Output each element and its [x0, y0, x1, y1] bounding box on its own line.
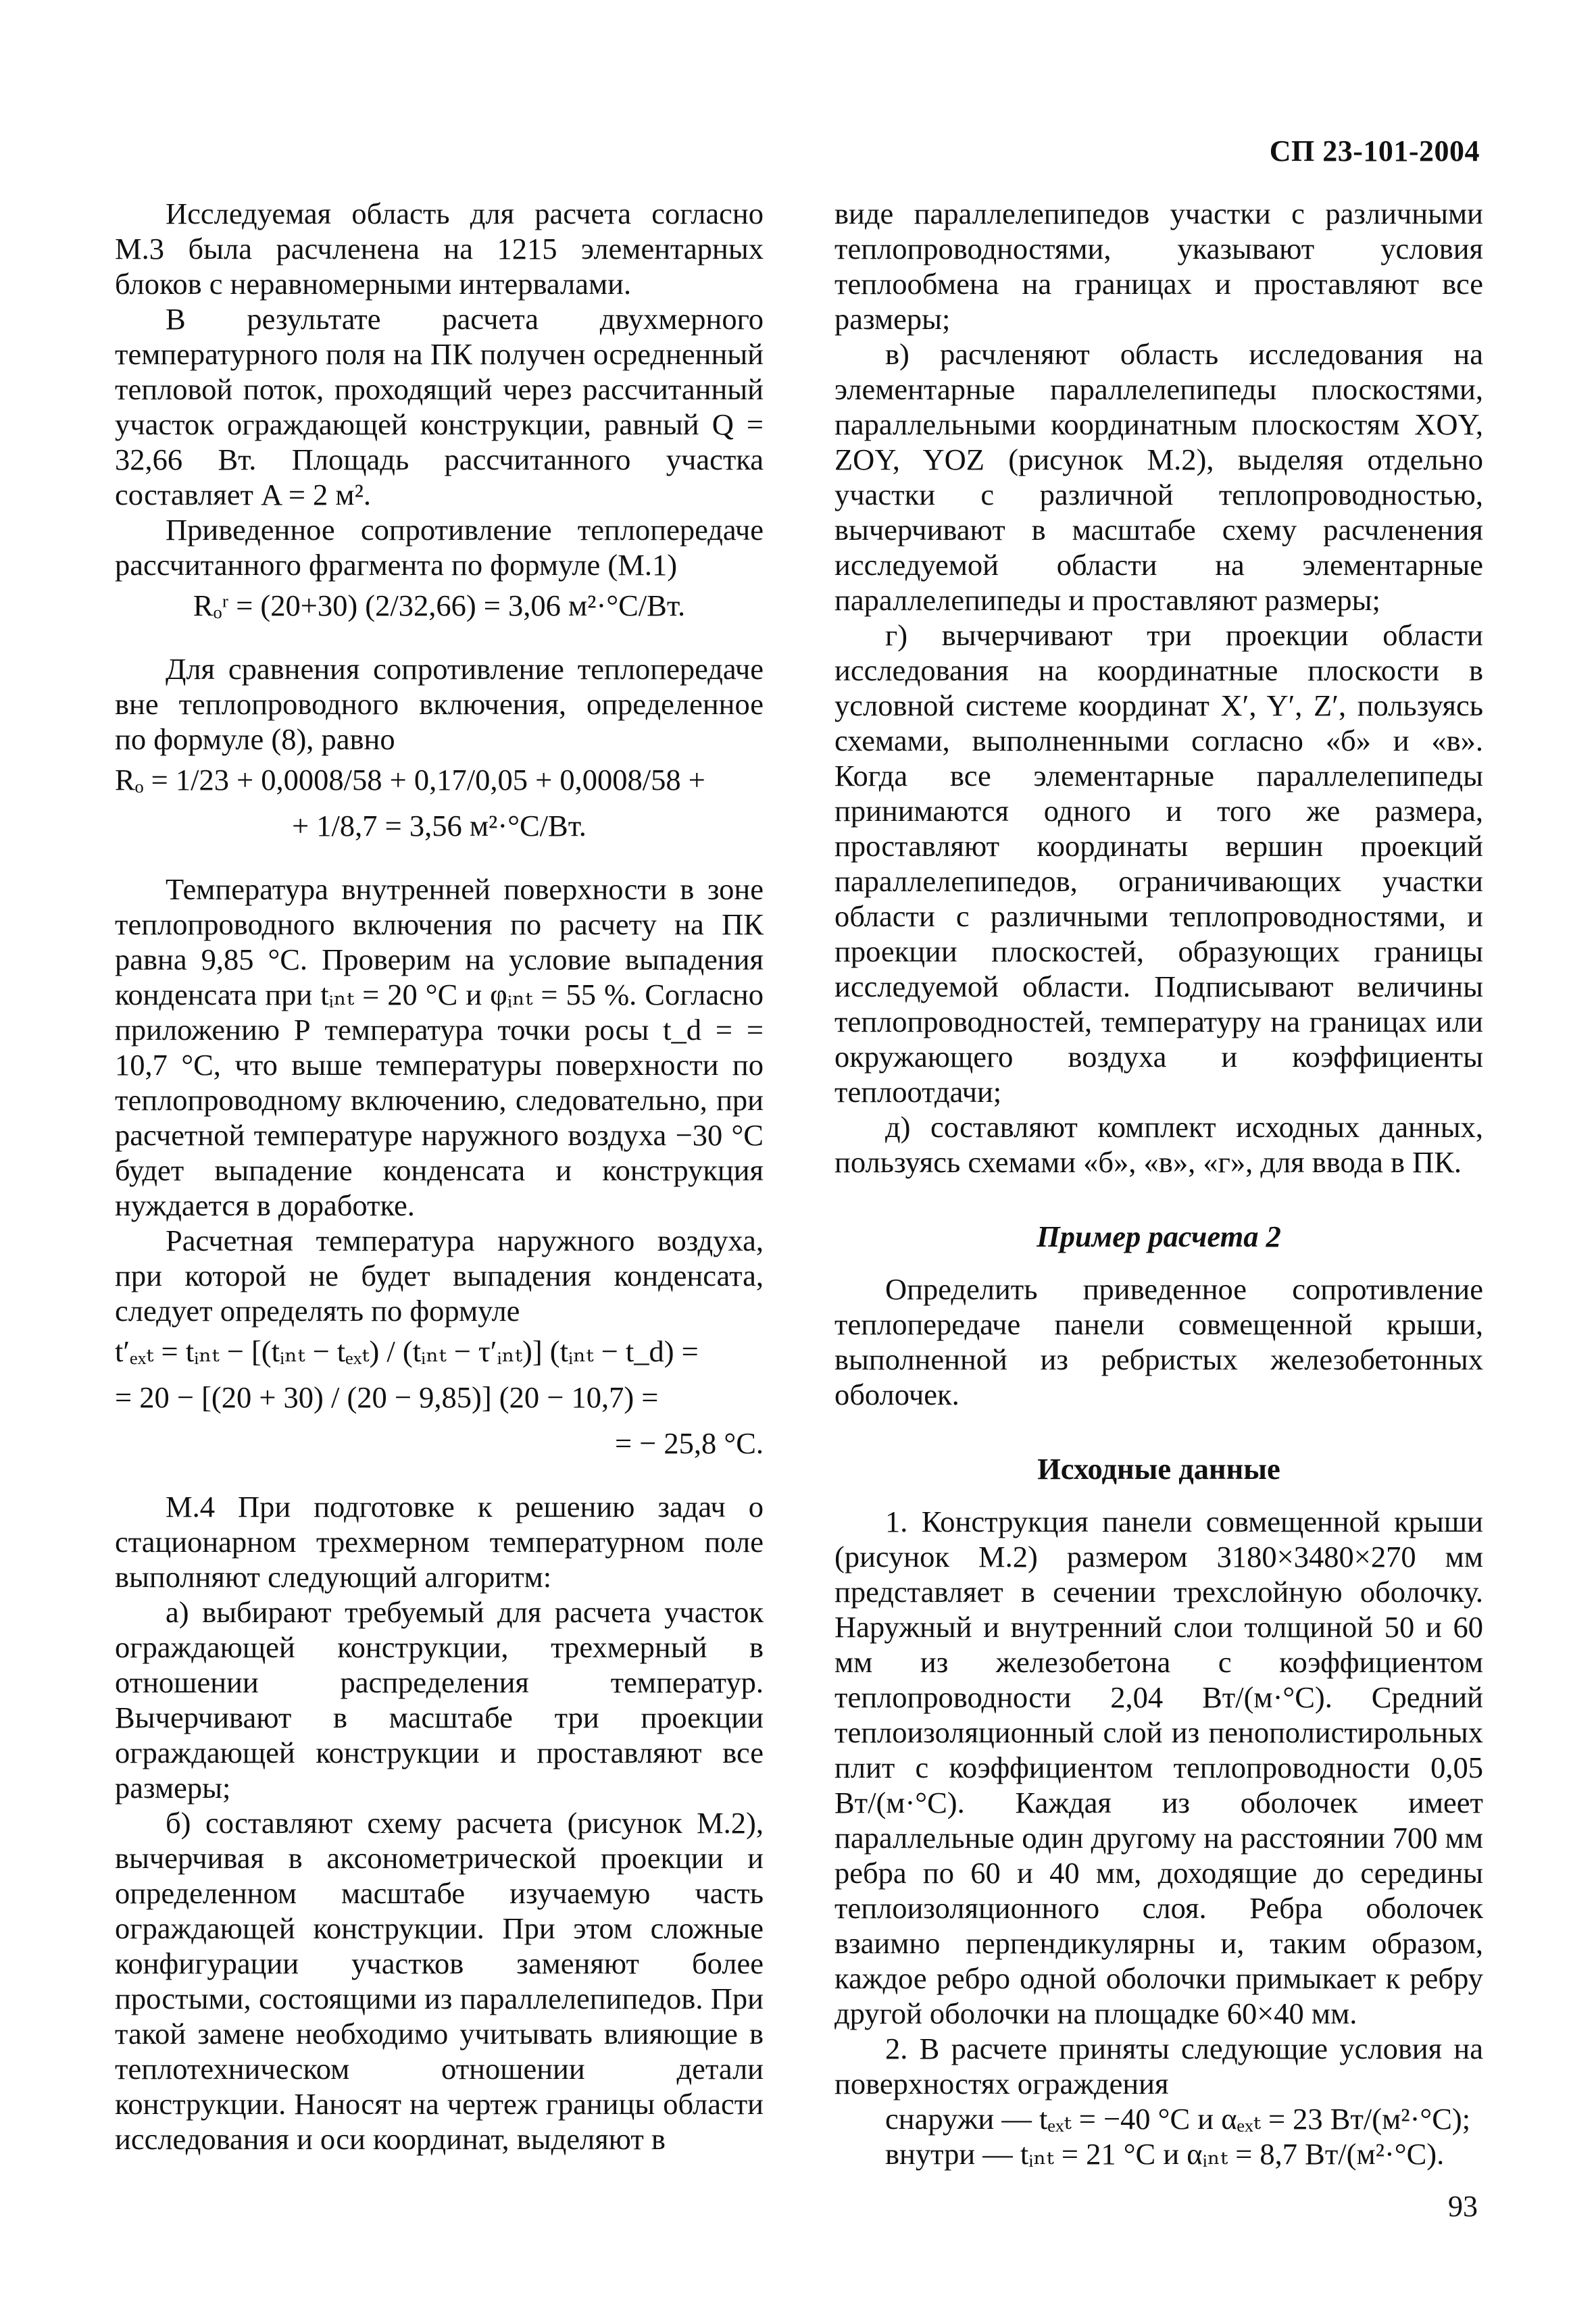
list-item-v: в) расчленяют область исследования на элементарные параллелепипеды плоскостями, параллельными координатным плоскостям XOY, ZOY, YOZ (рисунок М.2), выделяя отдельно участки с различной теплопроводностью, вычерчивают в масштабе схему расчленения исследуемой области на элементарные параллелепипеды и проставляют размеры;: [834, 337, 1483, 617]
page-header: СП 23-101-2004: [1269, 134, 1480, 168]
paragraph-m4: М.4 При подготовке к решению задач о стационарном трехмерном температурном поле выполняют следующий алгоритм:: [115, 1490, 764, 1594]
paragraph: Расчетная температура наружного воздуха, при которой не будет выпадения конденсата, следует определять по формуле: [115, 1224, 764, 1328]
formula-resistance-line-2: + 1/8,7 = 3,56 м²·°С/Вт.: [292, 809, 587, 842]
paragraph: Определить приведенное сопротивление теплопередаче панели совмещенной крыши, выполненной из ребристых железобетонных оболочек.: [834, 1272, 1483, 1411]
formula-outside-temp-line-2: = 20 − [(20 + 30) / (20 − 9,85)] (20 − 10,7) =: [115, 1380, 659, 1414]
left-column: [115, 196, 764, 2157]
formula-reduced-resistance: Rₒʳ = (20+30) (2/32,66) = 3,06 м²·°С/Вт.: [193, 588, 686, 622]
list-item-1: 1. Конструкция панели совмещенной крыши (рисунок М.2) размером 3180×3480×270 мм представляет в сечении трехслойную оболочку. Наружный и внутренний слои толщиной 50 и 60 мм из железобетона с коэффициентом теплопроводности 2,04 Вт/(м·°С). Средний теплоизоляционный слой из пенополистирольных плит с коэффициентом теплопроводности 0,05 Вт/(м·°С). Каждая из оболочек имеет параллельные один другому на расстоянии 700 мм ребра по 60 и 40 мм, доходящие до середины теплоизоляционного слоя. Ребра оболочек взаимно перпендикулярны и, таким образом, каждое ребро одной оболочки примыкает к ребру другой оболочки на площадке 60×40 мм.: [834, 1505, 1483, 2030]
list-item-d: д) составляют комплект исходных данных, пользуясь схемами «б», «в», «г», для ввода в ПК.: [834, 1110, 1483, 1179]
condition-inside: внутри — tᵢₙₜ = 21 °С и αᵢₙₜ = 8,7 Вт/(м²·°С).: [885, 2137, 1445, 2171]
paragraph: Для сравнения сопротивление теплопередаче вне теплопроводного включения, определенное по формуле (8), равно: [115, 652, 764, 756]
paragraph: Исследуемая область для расчета согласно М.3 была расчленена на 1215 элементарных блоков с неравномерными интервалами.: [115, 197, 764, 301]
formula-outside-temp-line-1: t′ₑₓₜ = tᵢₙₜ − [(tᵢₙₜ − tₑₓₜ) / (tᵢₙₜ − τ′ᵢₙₜ)] (tᵢₙₜ − t_d) =: [115, 1334, 699, 1368]
formula-outside-temp-line-3: = − 25,8 °С.: [614, 1426, 764, 1460]
list-item-2: 2. В расчете приняты следующие условия на поверхностях ограждения: [834, 2032, 1483, 2101]
list-item-b-continued: виде параллелепипедов участки с различными теплопроводностями, указывают условия теплообмена на границах и проставляют все размеры;: [834, 197, 1483, 336]
list-item-g: г) вычерчивают три проекции области исследования на координатные плоскости в условной системе координат X′, Y′, Z′, пользуясь схемами, выполненными согласно «б» и «в». Когда все элементарные параллелепипеды принимаются одного и того же размера, проставляют координаты вершин проекций параллелепипедов, ограничивающих участки области с различными теплопроводностями, и проекции плоскостей, образующих границы исследуемой области. Подписывают величины теплопроводностей, температуру на границах или окружающего воздуха и коэффициенты теплоотдачи;: [834, 618, 1483, 1109]
example-heading: Пример расчета 2: [1037, 1219, 1281, 1253]
paragraph: Температура внутренней поверхности в зоне теплопроводного включения по расчету на ПК равна 9,85 °С. Проверим на условие выпадения конденсата при tᵢₙₜ = 20 °С и φᵢₙₜ = 55 %. Согласно приложению Р температура точки росы t_d = = 10,7 °С, что выше температуры поверхности по теплопроводному включению, следовательно, при расчетной температуре наружного воздуха −30 °С будет выпадение конденсата и конструкция нуждается в доработке.: [115, 872, 764, 1222]
right-column: [834, 196, 1483, 2171]
paragraph: В результате расчета двухмерного температурного поля на ПК получен осредненный тепловой поток, проходящий через рассчитанный участок ограждающей конструкции, равный Q = 32,66 Вт. Площадь рассчитанного участка составляет A = 2 м².: [115, 302, 764, 511]
list-item-a: а) выбирают требуемый для расчета участок ограждающей конструкции, трехмерный в отношении распределения температур. Вычерчивают в масштабе три проекции ограждающей конструкции и проставляют все размеры;: [115, 1595, 764, 1805]
section-heading: Исходные данные: [1037, 1452, 1280, 1486]
paragraph: Приведенное сопротивление теплопередаче рассчитанного фрагмента по формуле (М.1): [115, 513, 764, 582]
list-item-b: б) составляют схему расчета (рисунок М.2), вычерчивая в аксонометрической проекции и определенном масштабе изучаемую часть ограждающей конструкции. При этом сложные конфигурации участков заменяют более простыми, состоящими из параллелепипедов. При такой замене необходимо учитывать влияющие в теплотехническом отношении детали конструкции. Наносят на чертеж границы области исследования и оси координат, выделяют в: [115, 1806, 764, 2156]
formula-resistance-line-1: Rₒ = 1/23 + 0,0008/58 + 0,17/0,05 + 0,0008/58 +: [115, 763, 705, 797]
page-number: 93: [1448, 2190, 1478, 2223]
condition-outside: снаружи — tₑₓₜ = −40 °С и αₑₓₜ = 23 Вт/(м²·°С);: [885, 2102, 1471, 2136]
